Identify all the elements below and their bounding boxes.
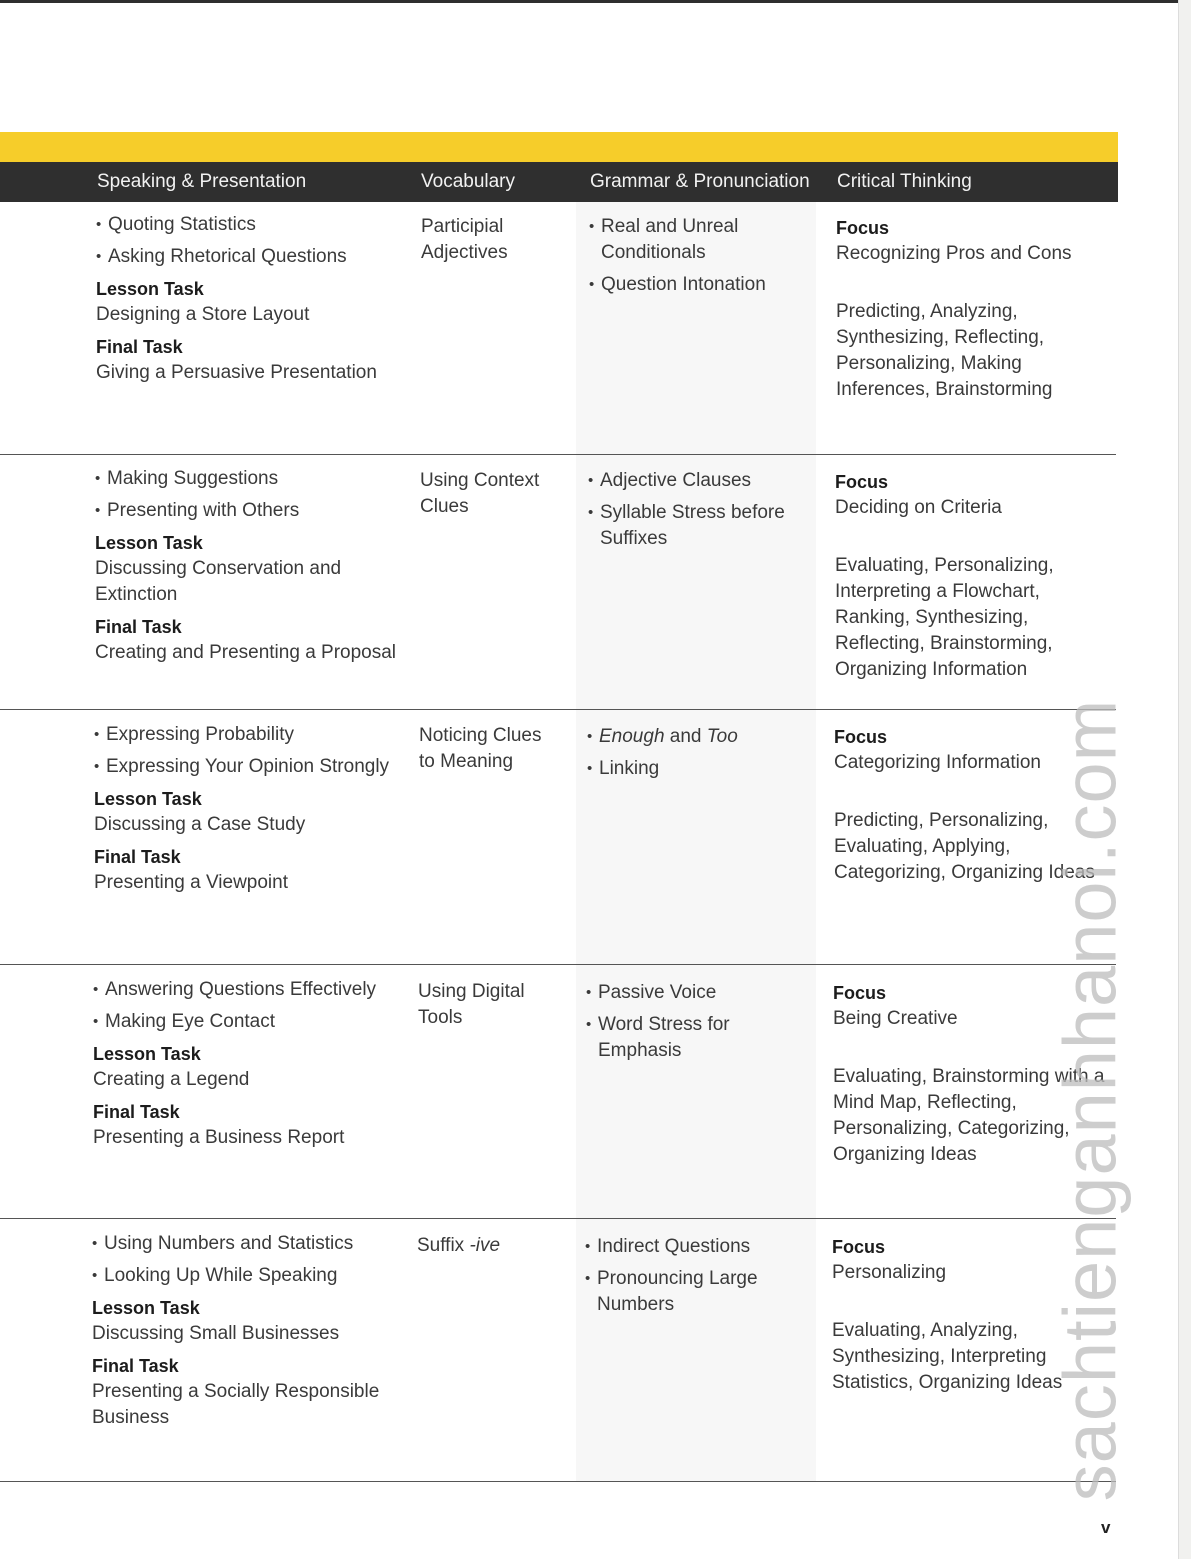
final-task-text: Giving a Persuasive Presentation [96, 362, 377, 383]
grammar-bullet: • Pronouncing Large Numbers [585, 1266, 805, 1318]
row-3-vocabulary [419, 723, 559, 781]
final-task-text: Presenting a Viewpoint [94, 872, 288, 893]
page-edge [1178, 0, 1191, 1559]
speaking-bullet: • Looking Up While Speaking [92, 1263, 402, 1289]
focus-text: Recognizing Pros and Cons [836, 243, 1072, 264]
row-4-speaking [93, 977, 403, 1157]
speaking-bullet: • Expressing Probability [94, 722, 404, 748]
final-task-text: Creating and Presenting a Proposal [95, 642, 397, 663]
skills-text: Evaluating, Brainstorming with a Mind Map, Reflecting, Personalizing, Categorizing, Organizing Ideas [833, 1066, 1105, 1165]
page-number: v [1101, 1518, 1111, 1537]
grammar-bullet: • Passive Voice [586, 980, 806, 1006]
final-task-text: Presenting a Business Report [93, 1127, 345, 1148]
focus-heading: Focus [833, 983, 887, 1003]
final-task-heading: Final Task [96, 337, 183, 357]
row-3-speaking [94, 722, 404, 902]
grammar-bullet: • Indirect Questions [585, 1234, 805, 1260]
grammar-bullet: • Linking [587, 756, 807, 782]
lesson-task-text: Creating a Legend [93, 1069, 250, 1090]
lesson-task-heading: Lesson Task [96, 279, 204, 299]
focus-heading: Focus [835, 472, 889, 492]
row-5-vocabulary [417, 1233, 557, 1265]
speaking-bullet: • Quoting Statistics [96, 212, 406, 238]
row-1-critical-thinking [836, 215, 1111, 409]
lesson-task-heading: Lesson Task [92, 1298, 200, 1318]
vocabulary-text: Using Context Clues [420, 470, 540, 517]
speaking-bullet: • Asking Rhetorical Questions [96, 244, 406, 270]
row-1-speaking [96, 212, 406, 392]
table-header [0, 162, 1118, 202]
skills-text: Predicting, Analyzing, Synthesizing, Reflecting, Personalizing, Making Inferences, Brainstorming [836, 301, 1053, 400]
focus-text: Personalizing [832, 1262, 947, 1283]
focus-heading: Focus [836, 218, 890, 238]
speaking-bullet: • Answering Questions Effectively [93, 977, 403, 1003]
final-task-heading: Final Task [92, 1356, 179, 1376]
speaking-bullet: • Expressing Your Opinion Strongly [94, 754, 404, 780]
header-speaking: Speaking & Presentation [97, 171, 307, 192]
vocabulary-suffix: -ive [469, 1235, 501, 1256]
skills-text: Evaluating, Analyzing, Synthesizing, Interpreting Statistics, Organizing Ideas [832, 1320, 1063, 1393]
row-2-speaking [95, 466, 405, 672]
row-5-grammar [585, 1234, 805, 1324]
header-vocabulary: Vocabulary [421, 171, 516, 192]
row-2-vocabulary [420, 468, 560, 526]
lesson-task-text: Discussing a Case Study [94, 814, 306, 835]
final-task-heading: Final Task [95, 617, 182, 637]
row-2-grammar [588, 468, 808, 558]
row-2-critical-thinking [835, 469, 1110, 689]
row-4-grammar [586, 980, 806, 1070]
vocabulary-text: Participial Adjectives [421, 216, 508, 263]
vocabulary-text [417, 1233, 557, 1259]
row-5-speaking [92, 1231, 402, 1437]
focus-text: Deciding on Criteria [835, 497, 1002, 518]
focus-text: Being Creative [833, 1008, 958, 1029]
grammar-bullet: • Question Intonation [589, 272, 809, 298]
speaking-bullet: • Making Eye Contact [93, 1009, 403, 1035]
lesson-task-heading: Lesson Task [93, 1044, 201, 1064]
lesson-task-heading: Lesson Task [95, 533, 203, 553]
row-1-vocabulary [421, 214, 561, 272]
grammar-conjunction: and [664, 726, 707, 747]
row-4-vocabulary [418, 979, 558, 1037]
row-divider [0, 1218, 1116, 1219]
grammar-bullet: • Word Stress for Emphasis [586, 1012, 806, 1064]
grammar-bullet: • Real and Unreal Conditionals [589, 214, 809, 266]
grammar-term-too: Too [706, 726, 738, 747]
final-task-text: Presenting a Socially Responsible Business [92, 1381, 380, 1428]
header-grammar: Grammar & Pronunciation [590, 171, 810, 192]
grammar-bullet: • Syllable Stress before Suffixes [588, 500, 808, 552]
skills-text: Predicting, Personalizing, Evaluating, Applying, Categorizing, Organizing Ideas [834, 810, 1095, 883]
vocabulary-prefix: Suffix [417, 1235, 470, 1256]
row-1-grammar [589, 214, 809, 304]
row-divider [0, 454, 1116, 455]
speaking-bullet: • Making Suggestions [95, 466, 405, 492]
lesson-task-text: Discussing Conservation and Extinction [95, 558, 342, 605]
vocabulary-text: Using Digital Tools [418, 981, 525, 1028]
focus-heading: Focus [834, 727, 888, 747]
vocabulary-text: Noticing Clues to Meaning [419, 725, 542, 772]
skills-text: Evaluating, Personalizing, Interpreting a Flowchart, Ranking, Synthesizing, Reflecting, Brainstorming, Organizing Information [835, 555, 1054, 680]
row-divider [0, 1481, 1116, 1482]
lesson-task-heading: Lesson Task [94, 789, 202, 809]
row-3-grammar [587, 724, 807, 788]
row-divider [0, 964, 1116, 965]
top-rule [0, 0, 1191, 3]
grammar-bullet [587, 724, 807, 750]
row-divider [0, 709, 1116, 710]
accent-band [0, 132, 1118, 162]
speaking-bullet: • Presenting with Others [95, 498, 405, 524]
grammar-term-enough: Enough [599, 726, 665, 747]
grammar-bullet: • Adjective Clauses [588, 468, 808, 494]
focus-text: Categorizing Information [834, 752, 1041, 773]
watermark: sachtienganhhanoi.com [1048, 698, 1132, 1502]
speaking-bullet: • Using Numbers and Statistics [92, 1231, 402, 1257]
final-task-heading: Final Task [94, 847, 181, 867]
final-task-heading: Final Task [93, 1102, 180, 1122]
lesson-task-text: Designing a Store Layout [96, 304, 310, 325]
lesson-task-text: Discussing Small Businesses [92, 1323, 340, 1344]
header-critical-thinking: Critical Thinking [837, 171, 972, 192]
focus-heading: Focus [832, 1237, 886, 1257]
